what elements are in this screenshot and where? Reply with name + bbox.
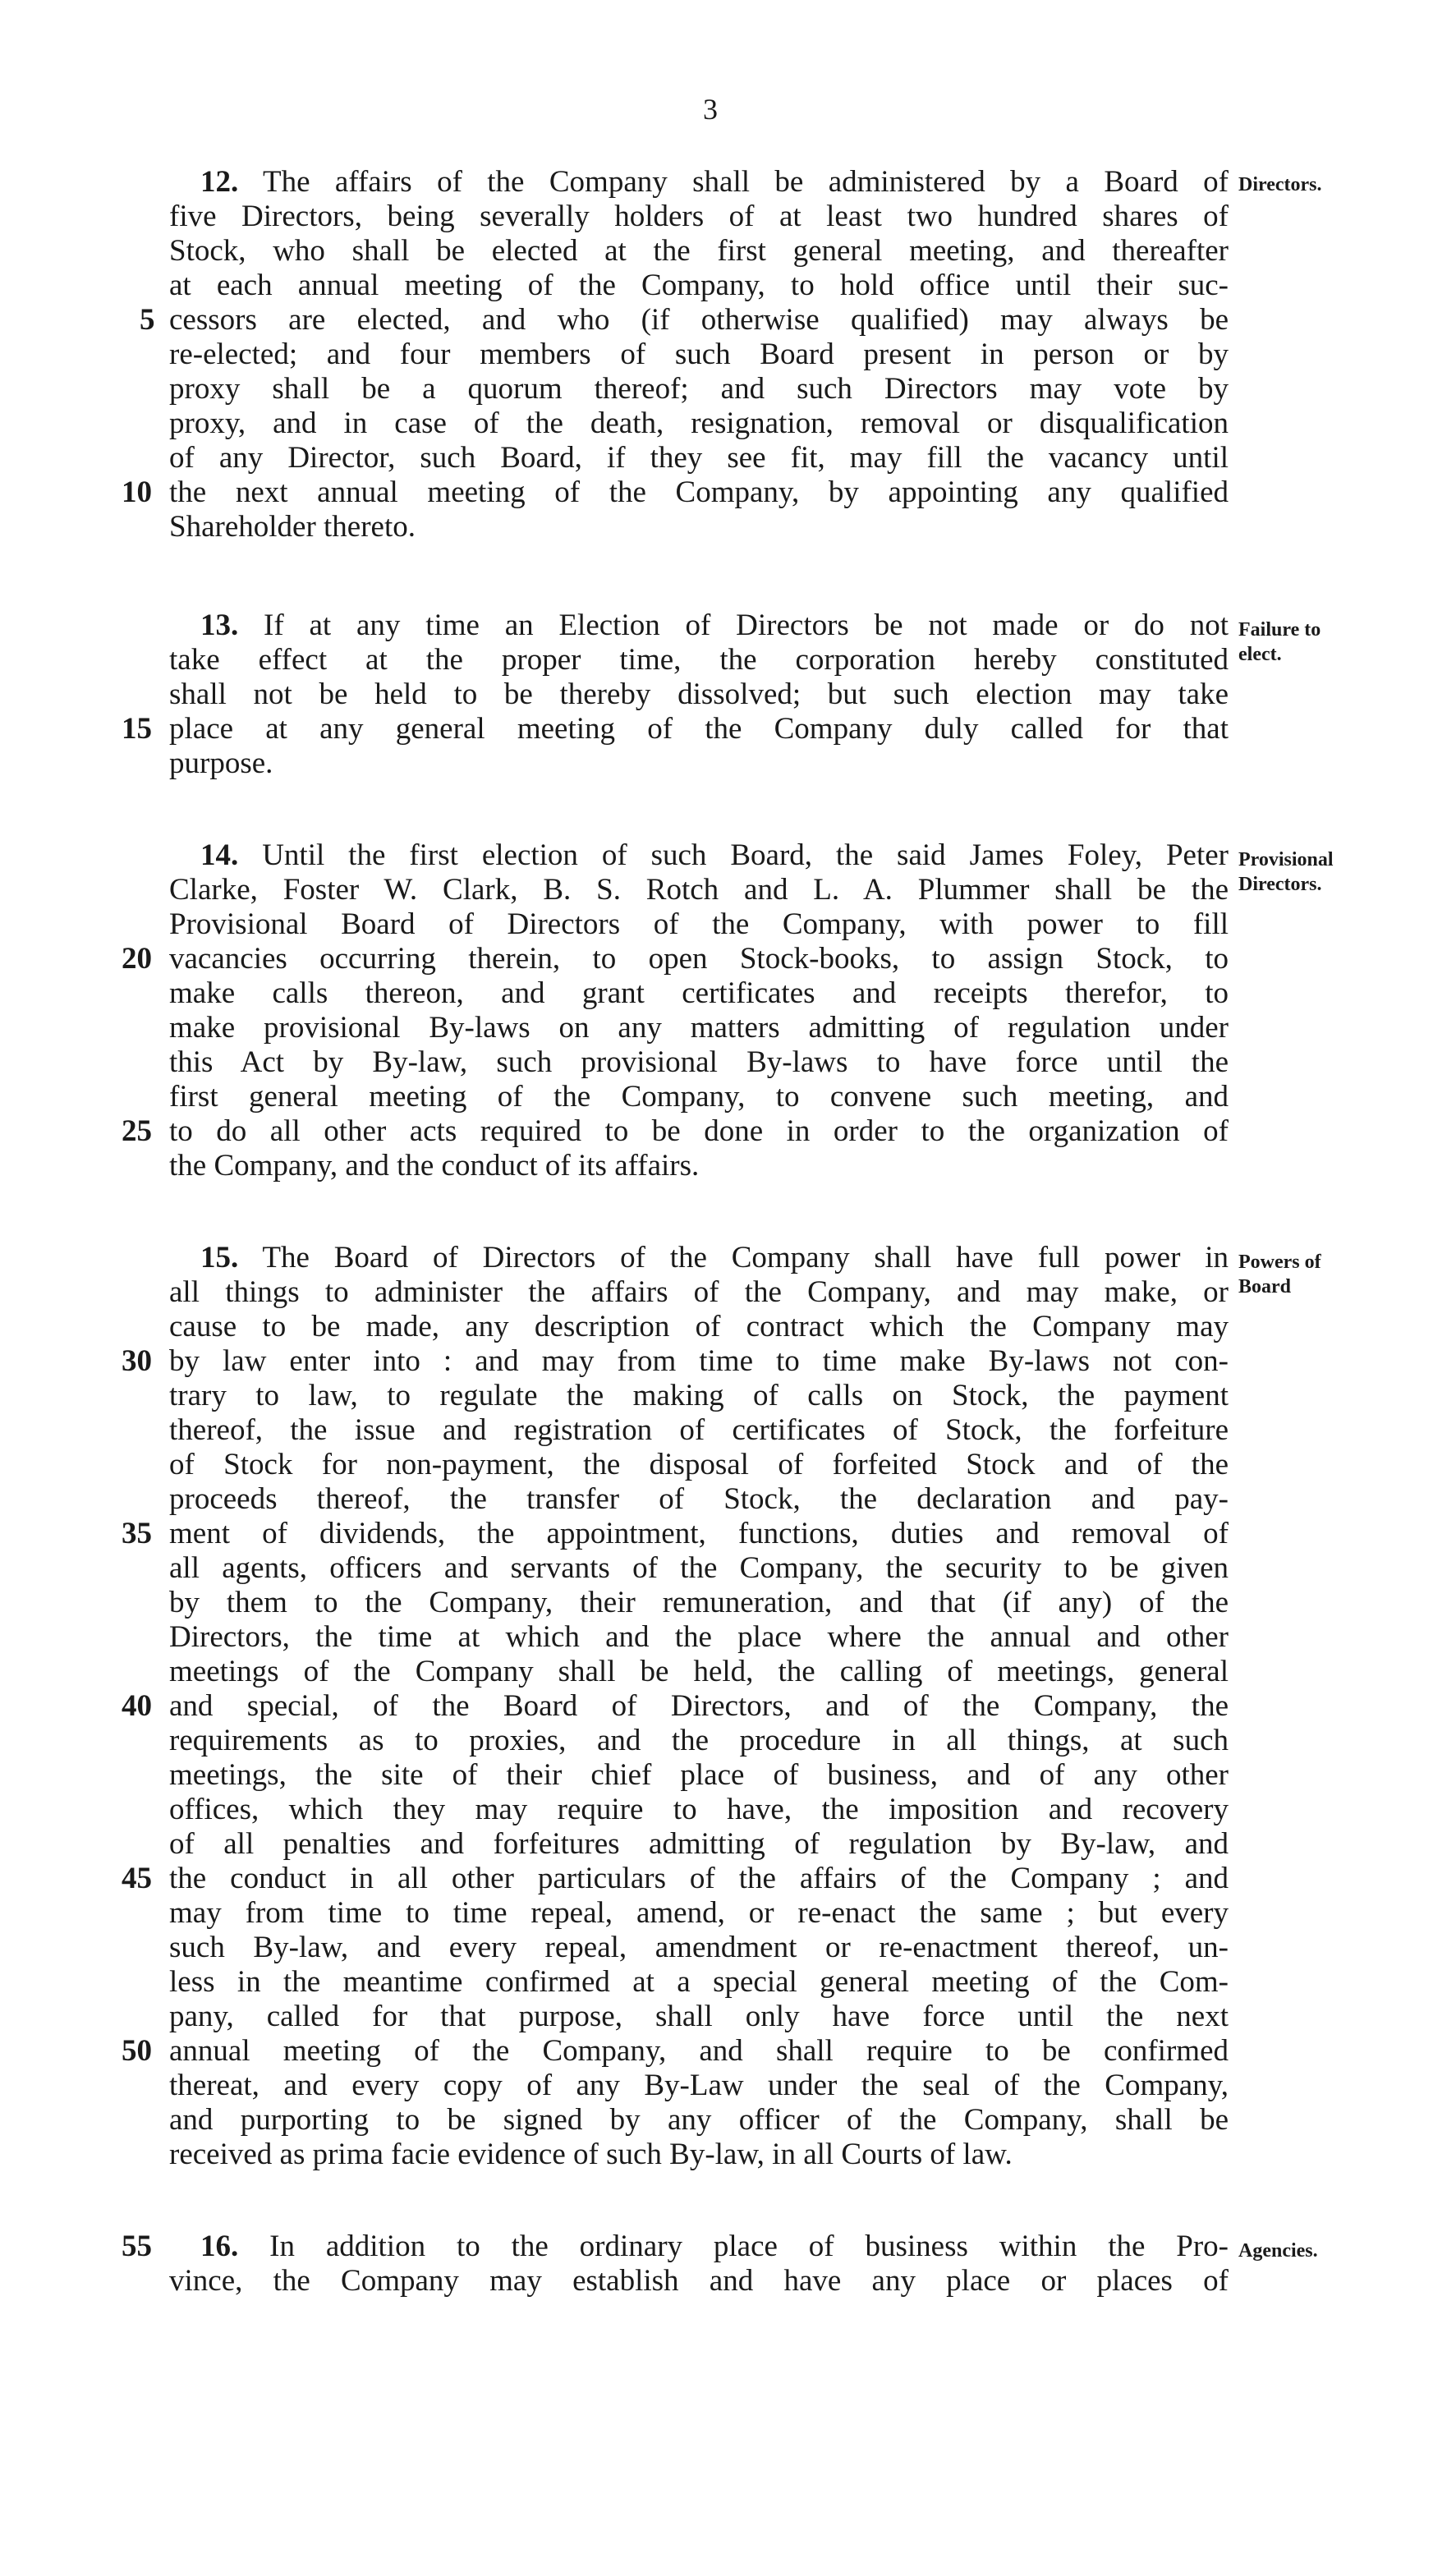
section-15-line-27: received as prima facie evidence of such By-law, in all Courts of law.	[169, 2138, 1013, 2171]
section-15-line-13: meetings of the Company shall be held, the calling of meetings, general	[169, 1655, 1229, 1688]
section-15-line-7: of Stock for non-payment, the disposal of forfeited Stock and of the	[169, 1448, 1229, 1481]
section-number: 15.	[200, 1241, 239, 1274]
section-13-line-2: take effect at the proper time, the corporation hereby constituted	[169, 643, 1229, 677]
line-number: 30	[122, 1344, 152, 1378]
section-12-line-4: at each annual meeting of the Company, to hold office until their suc-	[169, 269, 1229, 302]
section-number: 14.	[200, 838, 239, 872]
section-15-line-12: Directors, the time at which and the place where the annual and other	[169, 1620, 1229, 1654]
section-15-line-10: all agents, officers and servants of the Company, the security to be given	[169, 1551, 1229, 1585]
page-number: 3	[703, 93, 718, 126]
margin-note-directors: Directors.	[1238, 174, 1322, 195]
section-14-line-6: make provisional By-laws on any matters admitting of regulation under	[169, 1011, 1229, 1045]
section-15-line-23: pany, called for that purpose, shall only have force until the next	[169, 2000, 1229, 2033]
section-14-line-5: make calls thereon, and grant certificates and receipts therefor, to	[169, 976, 1229, 1010]
line-number: 45	[122, 1862, 152, 1895]
section-14-line-4: vacancies occurring therein, to open Stock-books, to assign Stock, to	[169, 942, 1229, 976]
section-number: 16.	[200, 2230, 239, 2263]
section-15-line-21: such By-law, and every repeal, amendment or re-enactment thereof, un-	[169, 1931, 1229, 1964]
line-number: 15	[122, 712, 152, 746]
section-14-line-7: this Act by By-law, such provisional By-laws to have force until the	[169, 1045, 1229, 1079]
section-12-line-1: 12. The affairs of the Company shall be administered by a Board of	[200, 165, 1229, 199]
section-number: 13.	[200, 609, 239, 642]
section-12-line-9: of any Director, such Board, if they see fit, may fill the vacancy until	[169, 441, 1229, 475]
margin-note-agencies: Agencies.	[1238, 2240, 1318, 2262]
line-number: 55	[122, 2230, 152, 2263]
line-number: 20	[122, 942, 152, 976]
section-15-line-9: ment of dividends, the appointment, functions, duties and removal of	[169, 1517, 1229, 1550]
section-12-line-8: proxy, and in case of the death, resignation, removal or disqualification	[169, 406, 1229, 440]
section-15-line-16: meetings, the site of their chief place of business, and of any other	[169, 1758, 1229, 1792]
margin-note-failure-to-elect: Failure to elect.	[1238, 619, 1321, 665]
section-15-line-26: and purporting to be signed by any officer of the Company, shall be	[169, 2103, 1229, 2137]
section-number: 12.	[200, 165, 239, 199]
section-14-line-2: Clarke, Foster W. Clark, B. S. Rotch and L. A. Plummer shall be the	[169, 873, 1229, 907]
line-number: 35	[122, 1517, 152, 1550]
section-15-line-24: annual meeting of the Company, and shall require to be confirmed	[169, 2034, 1229, 2068]
line-number: 25	[122, 1114, 152, 1148]
section-12-line-2: five Directors, being severally holders of at least two hundred shares of	[169, 200, 1229, 233]
section-12-line-11: Shareholder thereto.	[169, 510, 416, 544]
section-13-line-3: shall not be held to be thereby dissolved; but such election may take	[169, 677, 1229, 711]
section-15-line-11: by them to the Company, their remuneration, and that (if any) of the	[169, 1586, 1229, 1619]
section-15-line-1: 15. The Board of Directors of the Company shall have full power in	[200, 1241, 1229, 1274]
section-15-line-6: thereof, the issue and registration of certificates of Stock, the forfeiture	[169, 1413, 1229, 1447]
section-13-line-5: purpose.	[169, 746, 273, 780]
section-15-line-17: offices, which they may require to have, the imposition and recovery	[169, 1793, 1229, 1826]
section-15-line-3: cause to be made, any description of contract which the Company may	[169, 1310, 1229, 1343]
section-12-line-7: proxy shall be a quorum thereof; and such Directors may vote by	[169, 372, 1229, 406]
section-14-line-10: the Company, and the conduct of its affairs.	[169, 1149, 700, 1183]
section-13-line-1: 13. If at any time an Election of Directors be not made or do not	[200, 609, 1229, 642]
section-12-line-10: the next annual meeting of the Company, by appointing any qualified	[169, 475, 1229, 509]
margin-note-powers-of-board: Powers of Board	[1238, 1251, 1321, 1297]
section-15-line-25: thereat, and every copy of any By-Law under the seal of the Company,	[169, 2069, 1229, 2102]
line-number: 10	[122, 475, 152, 509]
section-12-line-6: re-elected; and four members of such Board present in person or by	[169, 338, 1229, 371]
section-15-line-8: proceeds thereof, the transfer of Stock, the declaration and pay-	[169, 1482, 1229, 1516]
line-number: 50	[122, 2034, 152, 2068]
line-number: 5	[140, 303, 155, 337]
section-13-line-4: place at any general meeting of the Company duly called for that	[169, 712, 1229, 746]
section-14-line-9: to do all other acts required to be done in order to the organization of	[169, 1114, 1229, 1148]
line-number: 40	[122, 1689, 152, 1723]
section-14-line-1: 14. Until the first election of such Board, the said James Foley, Peter	[200, 838, 1229, 872]
section-15-line-2: all things to administer the affairs of the Company, and may make, or	[169, 1275, 1229, 1309]
section-15-line-4: by law enter into : and may from time to time make By-laws not con-	[169, 1344, 1229, 1378]
section-15-line-20: may from time to time repeal, amend, or re-enact the same ; but every	[169, 1896, 1229, 1930]
section-15-line-5: trary to law, to regulate the making of calls on Stock, the payment	[169, 1379, 1229, 1412]
section-14-line-3: Provisional Board of Directors of the Company, with power to fill	[169, 907, 1229, 941]
section-15-line-15: requirements as to proxies, and the procedure in all things, at such	[169, 1724, 1229, 1757]
section-16-line-1: 16. In addition to the ordinary place of business within the Pro-	[200, 2230, 1229, 2263]
section-16-line-2: vince, the Company may establish and have any place or places of	[169, 2264, 1229, 2298]
section-14-line-8: first general meeting of the Company, to convene such meeting, and	[169, 1080, 1229, 1114]
margin-note-provisional-directors: Provisional Directors.	[1238, 849, 1334, 895]
section-15-line-14: and special, of the Board of Directors, and of the Company, the	[169, 1689, 1229, 1723]
section-15-line-22: less in the meantime confirmed at a special general meeting of the Com-	[169, 1965, 1229, 1999]
section-15-line-19: the conduct in all other particulars of the affairs of the Company ; and	[169, 1862, 1229, 1895]
section-15-line-18: of all penalties and forfeitures admitting of regulation by By-law, and	[169, 1827, 1229, 1861]
section-12-line-3: Stock, who shall be elected at the first general meeting, and thereafter	[169, 234, 1229, 268]
section-12-line-5: cessors are elected, and who (if otherwise qualified) may always be	[169, 303, 1229, 337]
